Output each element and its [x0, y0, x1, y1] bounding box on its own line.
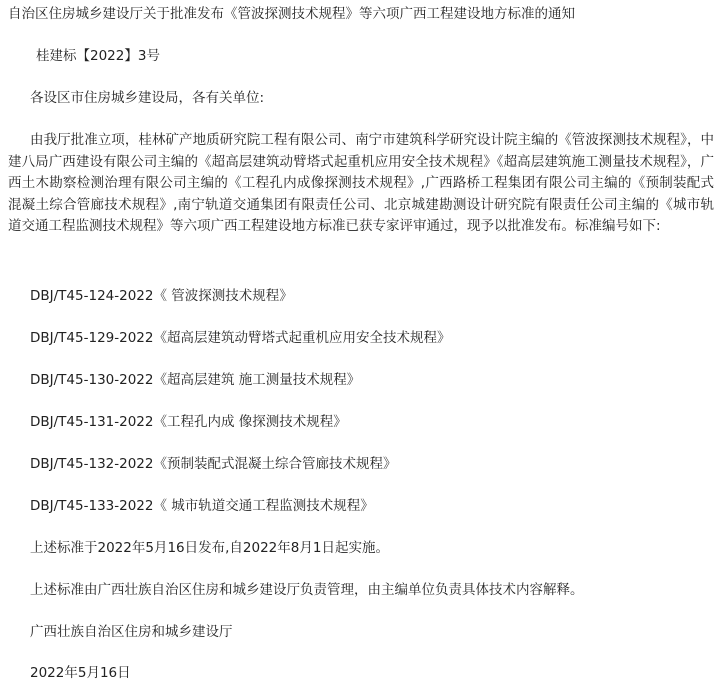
body-paragraph	[8, 130, 714, 238]
issuer-name: 广西壮族自治区住房和城乡建设厅	[30, 624, 233, 640]
body-paragraph-text: 由我厅批准立项，桂林矿产地质研究院工程有限公司、南宁市建筑科学研究设计院主编的《管波探测技术规程》，中建八局广西建设有限公司主编的《超高层建筑动臂塔式起重机应用安全技术规程》《超高层建筑施工测量技术规程》，广西土木勘察检测治理有限公司主编的《工程孔内成像探测技术规程》,广西路桥工程集团有限公司主编的《预制装配式混凝土综合管廊技术规程》,南宁轨道交通集团有限责任公司、北京城建勘测设计研究院有限责任公司主编的《城市轨道交通工程监测技术规程》等六项广西工程建设地方标准已获专家评审通过，现予以批准发布。标准编号如下:	[8, 132, 714, 235]
issue-date: 2022年5月16日	[30, 665, 131, 681]
standard-item: DBJ/T45-131-2022《工程孔内成 像探测技术规程》	[30, 414, 347, 430]
management-notice: 上述标准由广西壮族自治区住房和城乡建设厅负责管理，由主编单位负责具体技术内容解释。	[30, 582, 584, 598]
standard-item: DBJ/T45-133-2022《 城市轨道交通工程监测技术规程》	[30, 498, 374, 514]
effective-date-notice: 上述标准于2022年5月16日发布,自2022年8月1日起实施。	[30, 540, 389, 556]
salutation: 各设区市住房城乡建设局，各有关单位:	[30, 90, 265, 106]
standard-item: DBJ/T45-129-2022《超高层建筑动臂塔式起重机应用安全技术规程》	[30, 330, 451, 346]
document-number: 桂建标【2022】3号	[36, 48, 160, 64]
standard-item: DBJ/T45-132-2022《预制装配式混凝土综合管廊技术规程》	[30, 456, 397, 472]
notice-title: 自治区住房城乡建设厅关于批准发布《管波探测技术规程》等六项广西工程建设地方标准的通知	[8, 6, 575, 22]
standard-item: DBJ/T45-124-2022《 管波探测技术规程》	[30, 288, 293, 304]
standard-item: DBJ/T45-130-2022《超高层建筑 施工测量技术规程》	[30, 372, 361, 388]
